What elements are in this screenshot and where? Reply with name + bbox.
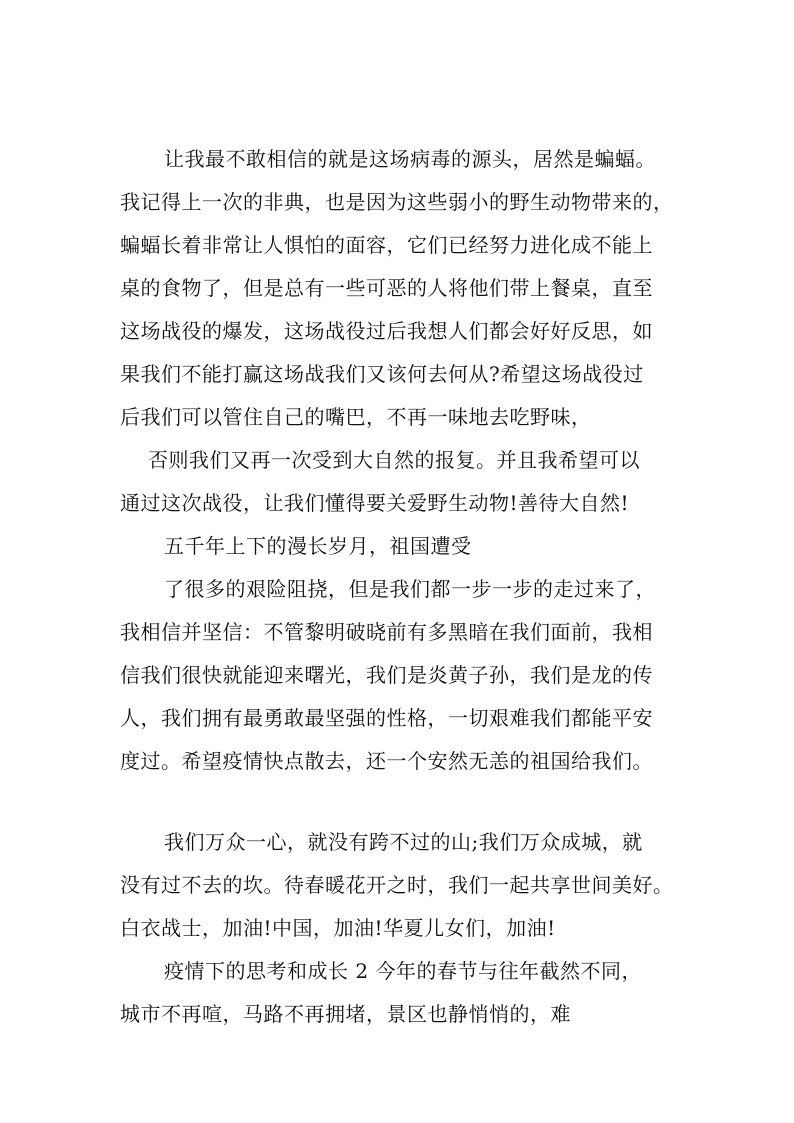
text-line-19: 疫情下的思考和成长 2 今年的春节与往年截然不同， <box>164 959 642 983</box>
text-line-2: 我记得上一次的非典，也是因为这些弱小的野生动物带来的， <box>120 190 674 214</box>
text-line-12: 我相信并坚信：不管黎明破晓前有多黑暗在我们面前，我相 <box>120 620 653 644</box>
text-line-15: 度过。希望疫情快点散去，还一个安然无恙的祖国给我们。 <box>120 749 653 773</box>
text-line-6: 果我们不能打赢这场战我们又该何去何从?希望这场战役过 <box>120 362 644 386</box>
text-line-14: 人，我们拥有最勇敢最坚强的性格，一切艰难我们都能平安 <box>120 706 653 730</box>
text-line-16: 我们万众一心，就没有跨不过的山;我们万众成城，就 <box>164 830 643 854</box>
text-line-1: 让我最不敢相信的就是这场病毒的源头，居然是蝙蝠。 <box>164 147 656 171</box>
text-line-7: 后我们可以管住自己的嘴巴，不再一味地去吃野味， <box>120 405 592 429</box>
text-line-20: 城市不再喧，马路不再拥堵，景区也静悄悄的，难 <box>120 1002 571 1026</box>
text-line-17: 没有过不去的坎。待春暖花开之时，我们一起共享世间美好。 <box>120 873 674 897</box>
text-line-9: 通过这次战役，让我们懂得要关爱野生动物!善待大自然! <box>120 491 630 515</box>
text-line-3: 蝙蝠长着非常让人惧怕的面容，它们已经努力进化成不能上 <box>120 233 653 257</box>
text-line-13: 信我们很快就能迎来曙光，我们是炎黄子孙，我们是龙的传 <box>120 663 653 687</box>
text-line-10: 五千年上下的漫长岁月，祖国遭受 <box>164 534 472 558</box>
text-line-4: 桌的食物了，但是总有一些可恶的人将他们带上餐桌，直至 <box>120 276 653 300</box>
text-line-11: 了很多的艰险阻挠，但是我们都一步一步的走过来了， <box>164 577 656 601</box>
text-line-18: 白衣战士，加油!中国，加油!华夏儿女们，加油! <box>120 916 556 940</box>
text-line-8: 否则我们又再一次受到大自然的报复。并且我希望可以 <box>148 448 640 472</box>
text-line-5: 这场战役的爆发，这场战役过后我想人们都会好好反思，如 <box>120 319 653 343</box>
